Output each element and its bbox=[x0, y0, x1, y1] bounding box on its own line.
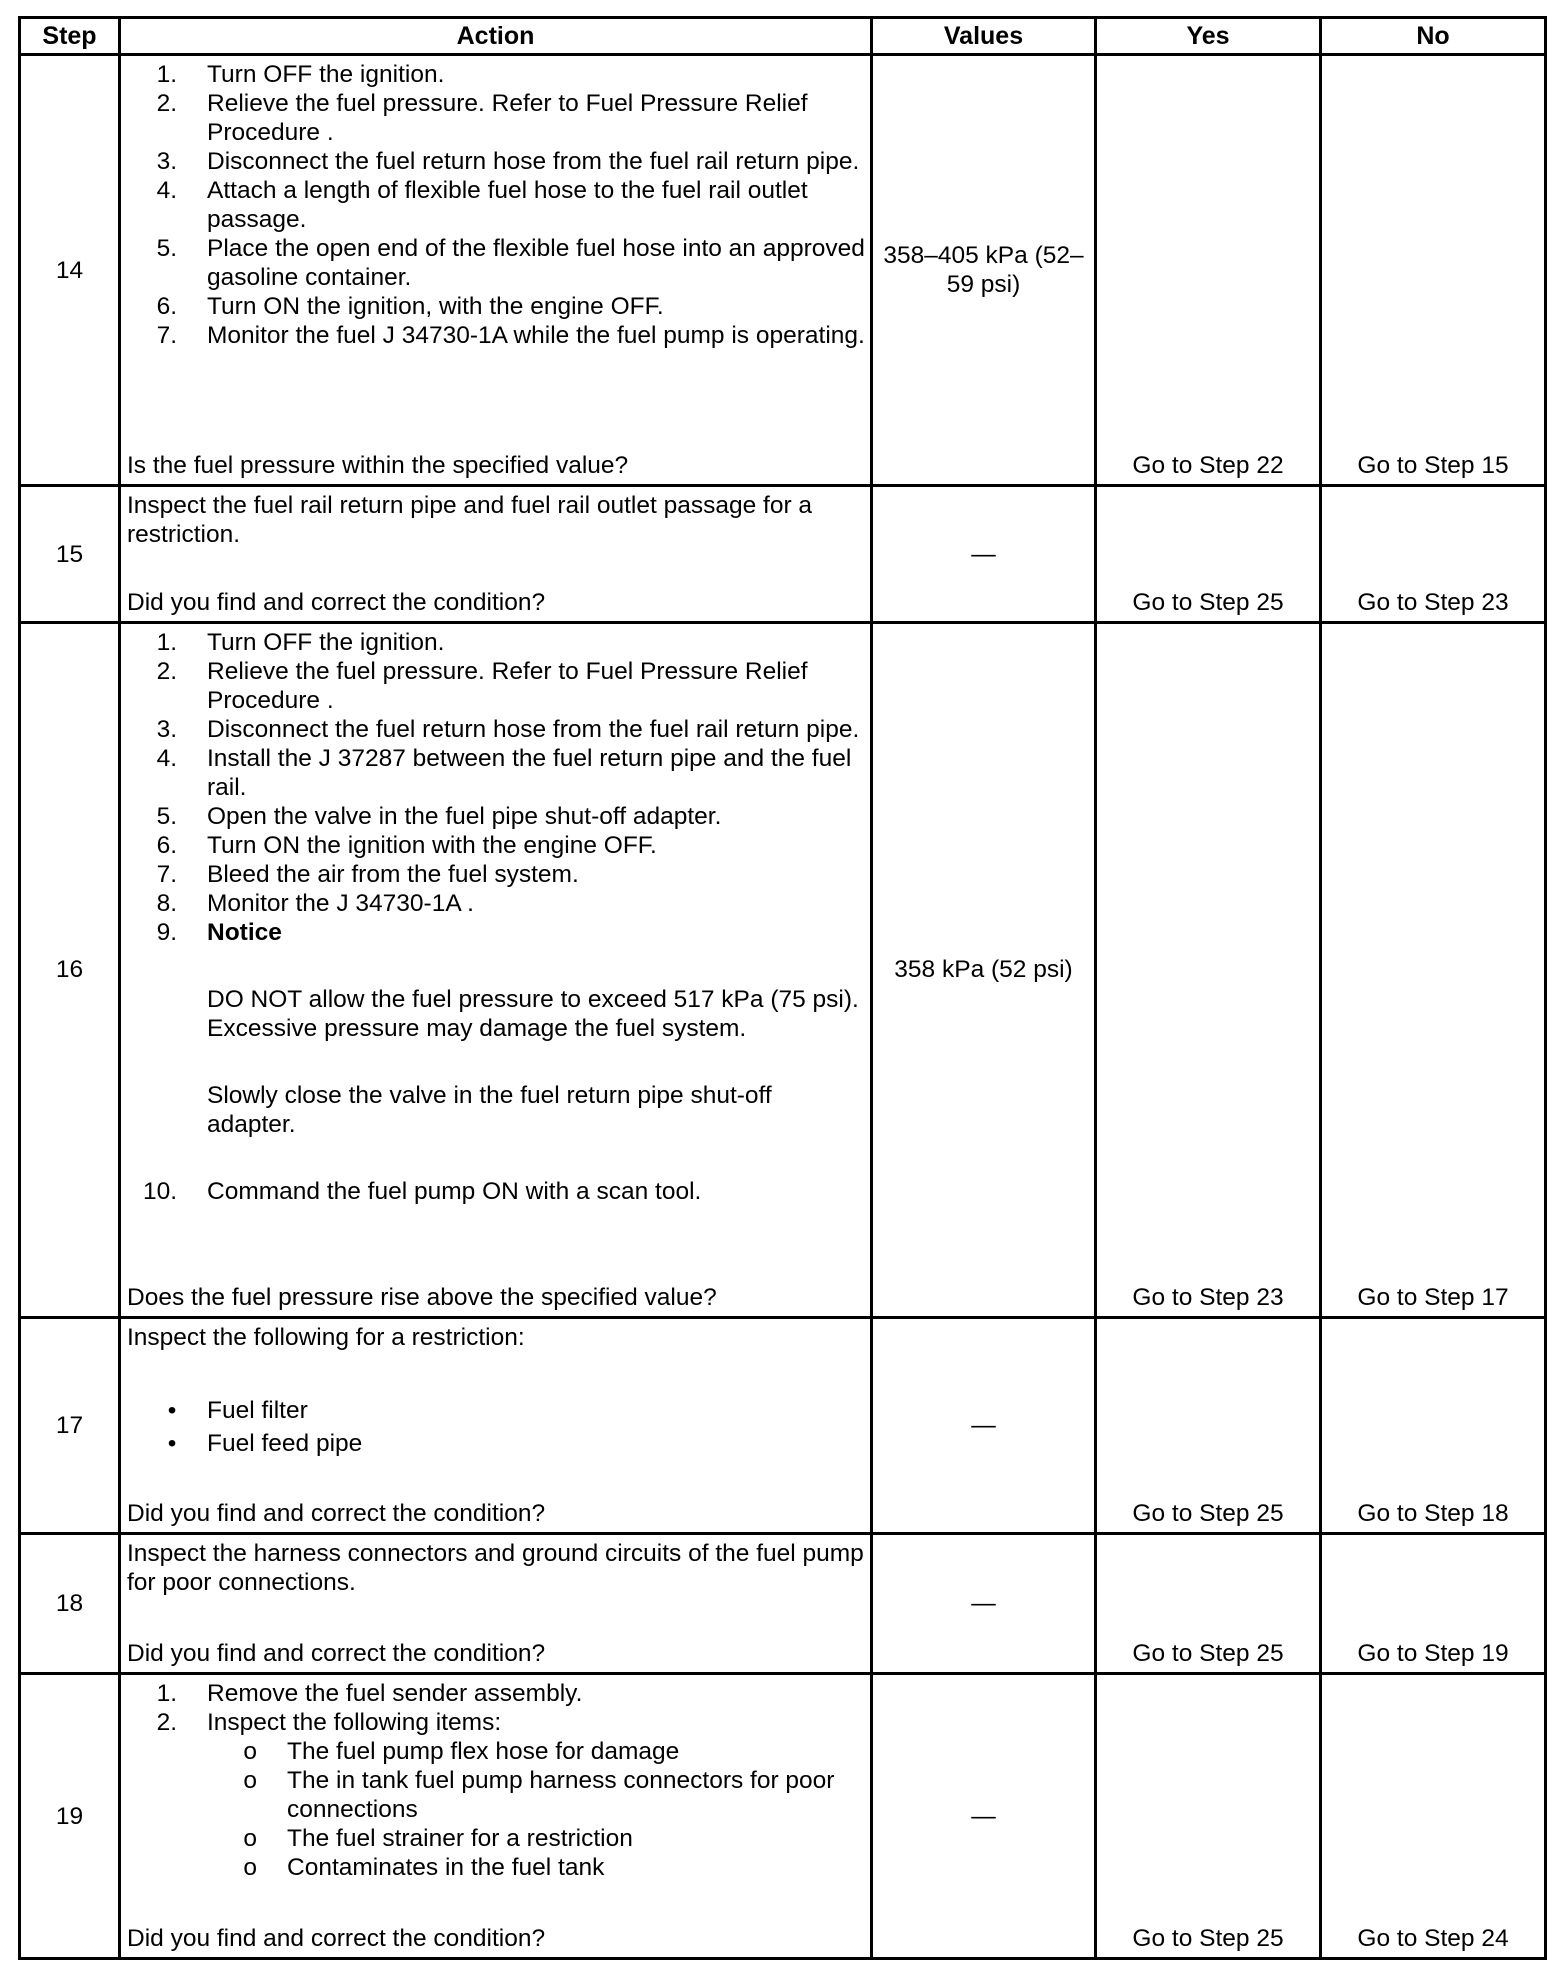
instruction-text: Inspect the fuel rail return pipe and fuel rail outlet passage for a restriction. bbox=[127, 491, 813, 548]
list-item: Place the open end of the flexible fuel hose into an approved gasoline container. bbox=[207, 235, 865, 292]
header-no: No bbox=[1321, 18, 1546, 55]
step-number: 18 bbox=[20, 1534, 120, 1674]
table-row bbox=[20, 55, 1546, 486]
no-cell: Go to Step 15 bbox=[1321, 55, 1546, 486]
list-item: Inspect the following items: bbox=[207, 1709, 502, 1737]
question-text: Did you find and correct the condition? bbox=[127, 589, 546, 617]
list-item: Contaminates in the fuel tank bbox=[287, 1854, 605, 1882]
step-number: 17 bbox=[20, 1317, 120, 1533]
action-cell bbox=[120, 485, 872, 622]
yes-cell: Go to Step 25 bbox=[1096, 1317, 1321, 1533]
yes-cell: Go to Step 25 bbox=[1096, 1534, 1321, 1674]
list-item: Disconnect the fuel return hose from the fuel rail return pipe. bbox=[207, 148, 860, 176]
list-item: Remove the fuel sender assembly. bbox=[207, 1680, 583, 1708]
step-number: 14 bbox=[20, 55, 120, 486]
notice-text: DO NOT allow the fuel pressure to exceed 517 kPa (75 psi). Excessive pressure may damage the fuel system. bbox=[207, 986, 859, 1043]
no-cell: Go to Step 18 bbox=[1321, 1317, 1546, 1533]
no-cell: Go to Step 17 bbox=[1321, 623, 1546, 1317]
step-number: 15 bbox=[20, 485, 120, 622]
table-row bbox=[20, 1534, 1546, 1674]
question-text: Is the fuel pressure within the specified value? bbox=[127, 451, 629, 479]
diagnostic-table bbox=[18, 16, 1547, 1960]
value-cell: — bbox=[872, 1534, 1096, 1674]
action-cell: 1. Turn OFF the ignition. 2. Relieve the fuel pressure. Refer to Fuel Pressure Relief Procedure . 3. Disconnect the fuel return hose from the fuel rail return pipe. 4. Install the J 37287 between the fuel return pipe and the fuel rail. 5. Open the valve in the fuel pipe shut-off adapter. 6. Turn ON the ignition with the engine OFF. 7. Bleed the air from the fuel system. 8. Monitor the J 34730-1A . 9. Notice DO NOT allow the fuel pressure to exceed 517 kPa (75 psi). Excessive pressure may damage the fuel system. Slowly close the valve in the fuel return pipe shut-off adapter. 10. Command the fuel pump ON with a scan tool. Does the fuel pressure rise above the specified value? bbox=[120, 623, 872, 1317]
list-item: Monitor the J 34730-1A . bbox=[207, 890, 474, 918]
step-number: 19 bbox=[20, 1674, 120, 1959]
instruction-text: Inspect the following for a restriction: bbox=[127, 1323, 525, 1351]
value-cell: — bbox=[872, 485, 1096, 622]
no-cell: Go to Step 19 bbox=[1321, 1534, 1546, 1674]
list-item: Command the fuel pump ON with a scan tool. bbox=[207, 1178, 702, 1206]
header-step: Step bbox=[20, 18, 120, 55]
list-item: The fuel strainer for a restriction bbox=[287, 1825, 633, 1853]
action-cell: 1. Remove the fuel sender assembly. 2. Inspect the following items: o The fuel pump flex hose for damage o The in tank fuel pump harness connectors for poor connections o The fuel strainer for a restriction o Contaminates in the fuel tank Did you find and correct the condition? bbox=[120, 1674, 872, 1959]
step-number: 16 bbox=[20, 623, 120, 1317]
header-values: Values bbox=[872, 18, 1096, 55]
yes-cell: Go to Step 25 bbox=[1096, 1674, 1321, 1959]
table-row bbox=[20, 1317, 1546, 1533]
table-row bbox=[20, 485, 1546, 622]
list-item: The fuel pump flex hose for damage bbox=[287, 1738, 680, 1766]
list-item: Install the J 37287 between the fuel return pipe and the fuel rail. bbox=[207, 745, 852, 802]
action-cell bbox=[120, 1534, 872, 1674]
value-cell: 358–405 kPa (52–59 psi) bbox=[872, 55, 1096, 486]
list-item: The in tank fuel pump harness connectors for poor connections bbox=[287, 1767, 835, 1824]
list-item: Turn ON the ignition, with the engine OFF. bbox=[207, 293, 664, 321]
instruction-text: Inspect the harness connectors and ground circuits of the fuel pump for poor connections. bbox=[127, 1540, 864, 1597]
value-cell: — bbox=[872, 1317, 1096, 1533]
list-item: Fuel feed pipe bbox=[207, 1429, 363, 1457]
action-cell: Inspect the following for a restriction: • Fuel filter • Fuel feed pipe Did you find and correct the condition? bbox=[120, 1317, 872, 1533]
header-row bbox=[20, 18, 1546, 55]
yes-cell: Go to Step 22 bbox=[1096, 55, 1321, 486]
list-item: Turn ON the ignition with the engine OFF. bbox=[207, 832, 657, 860]
question-text: Did you find and correct the condition? bbox=[127, 1925, 546, 1952]
list-item: Turn OFF the ignition. bbox=[207, 61, 445, 89]
question-text: Does the fuel pressure rise above the specified value? bbox=[127, 1283, 717, 1311]
table-row bbox=[20, 1674, 1546, 1959]
list-item: Open the valve in the fuel pipe shut-off adapter. bbox=[207, 803, 722, 831]
list-item: Bleed the air from the fuel system. bbox=[207, 861, 579, 889]
value-cell: 358 kPa (52 psi) bbox=[872, 623, 1096, 1317]
question-text: Did you find and correct the condition? bbox=[127, 1500, 546, 1528]
list-item: Fuel filter bbox=[207, 1396, 308, 1424]
notice-title: Notice bbox=[207, 919, 282, 947]
list-item: Disconnect the fuel return hose from the fuel rail return pipe. bbox=[207, 716, 860, 744]
list-item: Relieve the fuel pressure. Refer to Fuel Pressure Relief Procedure . bbox=[207, 658, 808, 715]
list-item: Monitor the fuel J 34730-1A while the fuel pump is operating. bbox=[207, 322, 865, 350]
header-action: Action bbox=[120, 18, 872, 55]
no-cell: Go to Step 24 bbox=[1321, 1674, 1546, 1959]
header-yes: Yes bbox=[1096, 18, 1321, 55]
value-cell: — bbox=[872, 1674, 1096, 1959]
list-item: Attach a length of flexible fuel hose to the fuel rail outlet passage. bbox=[207, 177, 808, 234]
question-text: Did you find and correct the condition? bbox=[127, 1640, 546, 1668]
action-cell: 1. Turn OFF the ignition. 2. Relieve the fuel pressure. Refer to Fuel Pressure Relief Procedure . 3. Disconnect the fuel return hose from the fuel rail return pipe. 4. Attach a length of flexible fuel hose to the fuel rail outlet passage. 5. Place the open end of the flexible fuel hose into an approved gasoline container. 6. Turn ON the ignition, with the engine OFF. 7. Monitor the fuel J 34730-1A while the fuel pump is operating. Is the fuel pressure within the specified value? bbox=[120, 55, 872, 486]
yes-cell: Go to Step 25 bbox=[1096, 485, 1321, 622]
yes-cell: Go to Step 23 bbox=[1096, 623, 1321, 1317]
notice-action: Slowly close the valve in the fuel return pipe shut-off adapter. bbox=[207, 1082, 772, 1139]
table-row bbox=[20, 623, 1546, 1317]
list-item: Relieve the fuel pressure. Refer to Fuel Pressure Relief Procedure . bbox=[207, 90, 808, 147]
no-cell: Go to Step 23 bbox=[1321, 485, 1546, 622]
list-item: Turn OFF the ignition. bbox=[207, 629, 445, 657]
